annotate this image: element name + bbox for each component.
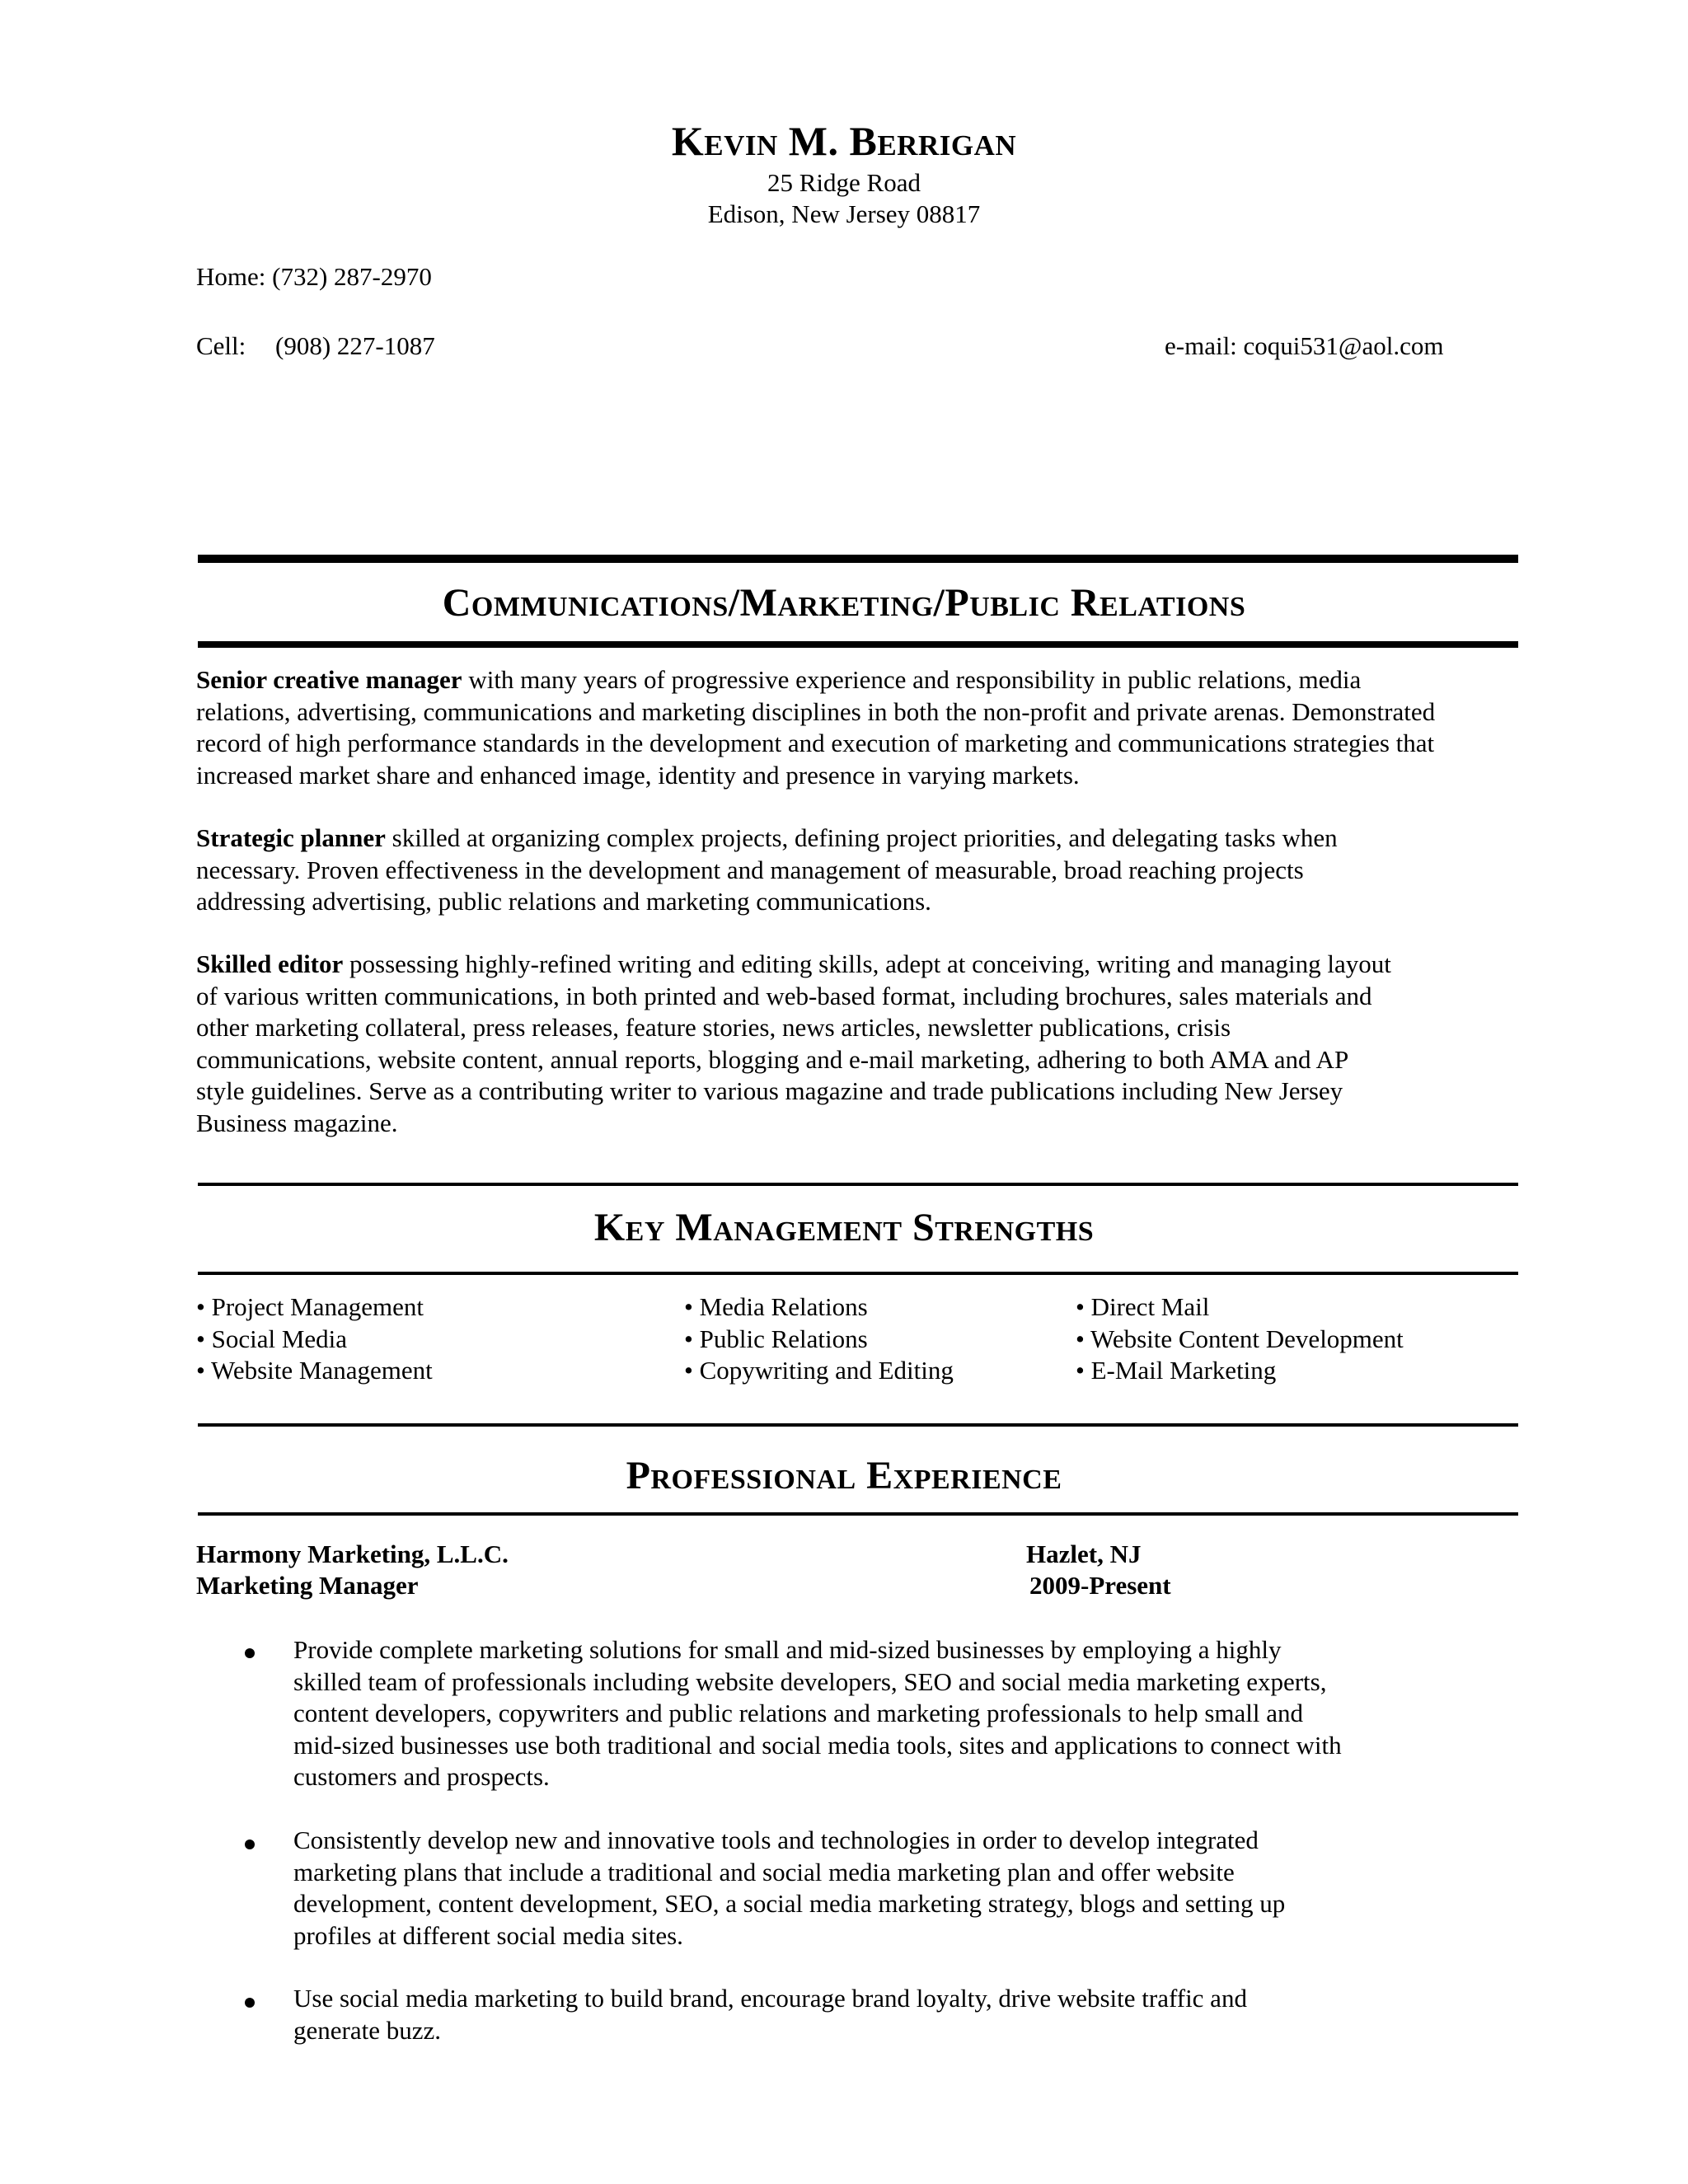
profile-paragraph-strategic: Strategic planner skilled at organizing complex projects, defining project priorities, and delegating tasks when necessary. Proven effectiveness in the development and management of measurable, broad reaching projects addressing advertising, public relations and marketing communications. xyxy=(196,823,1338,916)
experience-section-title: Professional Experience xyxy=(626,1454,1062,1497)
section-rule xyxy=(198,1512,1518,1516)
experience-bullet: Use social media marketing to build brand, encourage brand loyalty, drive website traffic and generate buzz. xyxy=(293,1984,1247,2045)
job-location: Hazlet, NJ xyxy=(1026,1540,1142,1568)
cell-label: Cell: xyxy=(196,331,246,360)
strength-item: • Copywriting and Editing xyxy=(684,1356,954,1385)
strengths-column-1 xyxy=(196,1291,433,1387)
lead-phrase: Senior creative manager xyxy=(196,665,462,694)
strength-item: • Public Relations xyxy=(684,1324,868,1353)
bullet-icon xyxy=(245,1998,255,2008)
bullet-icon xyxy=(245,1840,255,1849)
bullet-icon xyxy=(245,1648,255,1658)
candidate-name: Kevin M. Berrigan xyxy=(671,118,1017,164)
section-rule xyxy=(198,555,1518,563)
strength-item: • Direct Mail xyxy=(1076,1292,1210,1321)
profile-paragraph-editor: Skilled editor possessing highly-refined writing and editing skills, adept at conceiving, writing and managing layout of various written communications, in both printed and web-based format, including brochures, sales materials and other marketing collateral, press releases, feature stories, news articles, newsletter publications, crisis communications, website content, annual reports, blogging and e-mail marketing, adhering to both AMA and AP style guidelines. Serve as a contributing writer to various magazine and trade publications including New Jersey Business magazine. xyxy=(196,949,1391,1137)
address-line-1: 25 Ridge Road xyxy=(767,168,921,197)
job-dates: 2009-Present xyxy=(1029,1571,1171,1600)
strength-item: • Social Media xyxy=(196,1324,348,1353)
cell-phone: (908) 227-1087 xyxy=(275,331,435,360)
profile-paragraph-senior: Senior creative manager with many years of progressive experience and responsibility in public relations, media relations, advertising, communications and marketing disciplines in both the non-profit and private arenas. Demonstrated record of high performance standards in the development and execution of marketing and communications strategies that increased market share and enhanced image, identity and presence in varying markets. xyxy=(196,665,1436,790)
strength-item: • E-Mail Marketing xyxy=(1076,1356,1277,1385)
section-rule xyxy=(198,1183,1518,1186)
home-phone: Home: (732) 287-2970 xyxy=(196,262,432,291)
strength-item: • Media Relations xyxy=(684,1292,868,1321)
address-line-2: Edison, New Jersey 08817 xyxy=(707,199,981,228)
strengths-column-2 xyxy=(684,1291,954,1387)
section-rule xyxy=(198,641,1518,648)
strengths-column-3 xyxy=(1076,1291,1404,1387)
profile-section-title: Communications/Marketing/Public Relations xyxy=(442,581,1246,625)
lead-phrase: Skilled editor xyxy=(196,949,344,978)
strength-item: • Project Management xyxy=(196,1292,424,1321)
section-rule xyxy=(198,1272,1518,1275)
experience-bullet: Consistently develop new and innovative tools and technologies in order to develop integrated marketing plans that include a traditional and social media marketing plan and offer website development, content development, SEO, a social media marketing strategy, blogs and setting up profiles at different social media sites. xyxy=(293,1825,1286,1950)
strength-item: • Website Content Development xyxy=(1076,1324,1404,1353)
job-title: Marketing Manager xyxy=(196,1571,419,1600)
section-rule xyxy=(198,1423,1518,1427)
lead-phrase: Strategic planner xyxy=(196,823,386,852)
company-name: Harmony Marketing, L.L.C. xyxy=(196,1540,509,1568)
strength-item: • Website Management xyxy=(196,1356,433,1385)
strengths-section-title: Key Management Strengths xyxy=(593,1206,1095,1249)
experience-bullet: Provide complete marketing solutions for small and mid-sized businesses by employing a highly skilled team of professionals including website developers, SEO and social media marketing experts, content developers, copywriters and public relations and marketing professionals to help small and mid-sized businesses use both traditional and social media tools, sites and applications to connect with customers and prospects. xyxy=(293,1635,1342,1791)
email-address: e-mail: coqui531@aol.com xyxy=(1165,331,1444,360)
